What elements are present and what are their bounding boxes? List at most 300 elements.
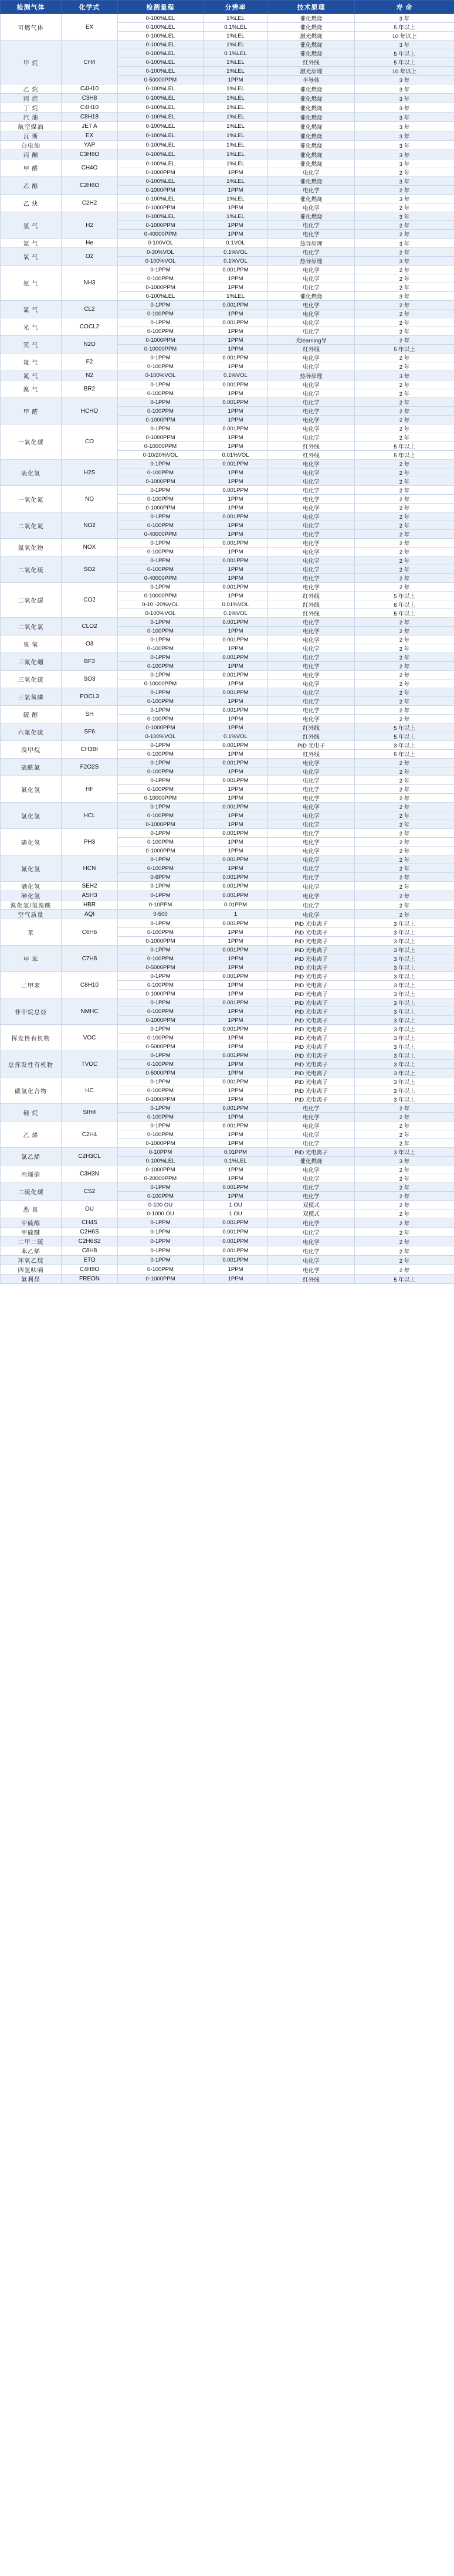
cell-resolution: 1PPM <box>204 592 268 600</box>
cell-technology: 电化学 <box>268 468 355 477</box>
cell-range: 0-100PPM <box>118 310 204 318</box>
cell-technology: PID 光电离子 <box>268 1148 355 1157</box>
cell-resolution: 0.001PPM <box>204 354 268 362</box>
cell-range: 0-1PPM <box>118 424 204 433</box>
table-row <box>1 891 454 900</box>
cell-formula: C2H4 <box>62 1122 118 1148</box>
cell-life: 2 年 <box>355 653 454 662</box>
cell-formula: TVOC <box>62 1051 118 1078</box>
table-row <box>1 1201 454 1209</box>
cell-life: 3 年以上 <box>355 946 454 954</box>
cell-technology: 电化学 <box>268 504 355 512</box>
cell-formula: POCL3 <box>62 688 118 706</box>
cell-life: 3 年 <box>355 94 454 103</box>
cell-range: 0-1000PPM <box>118 221 204 230</box>
cell-gas-name: 恶 臭 <box>1 1201 62 1218</box>
cell-range: 0-10/20%VOL <box>118 451 204 460</box>
cell-technology: 电化学 <box>268 1104 355 1113</box>
cell-technology: 电化学 <box>268 521 355 530</box>
cell-formula: CO <box>62 424 118 460</box>
cell-technology: 电化学 <box>268 855 355 864</box>
cell-resolution: 1PPM <box>204 442 268 451</box>
cell-life: 3 年 <box>355 177 454 186</box>
cell-gas-name: 氯化氢 <box>1 803 62 829</box>
cell-technology: 红外线 <box>268 723 355 732</box>
cell-life: 3 年以上 <box>355 1034 454 1042</box>
cell-life: 3 年以上 <box>355 741 454 750</box>
cell-range: 0-10 -20%VOL <box>118 600 204 609</box>
cell-resolution: 1%LEL <box>204 14 268 23</box>
cell-range: 0-1PPM <box>118 998 204 1007</box>
cell-technology: 电化学 <box>268 776 355 785</box>
cell-life: 2 年 <box>355 1113 454 1122</box>
cell-resolution: 1PPM <box>204 662 268 671</box>
cell-resolution: 0.001PPM <box>204 1078 268 1086</box>
cell-gas-name: 四氢呋喃 <box>1 1265 62 1275</box>
cell-formula: JET A <box>62 122 118 131</box>
cell-resolution: 1PPM <box>204 1007 268 1016</box>
cell-resolution: 1PPM <box>204 548 268 556</box>
cell-resolution: 1PPM <box>204 1016 268 1025</box>
cell-range: 0-100PPM <box>118 954 204 963</box>
column-header-formula: 化学式 <box>62 1 118 14</box>
cell-resolution: 1PPM <box>204 495 268 504</box>
table-row <box>1 113 454 122</box>
cell-range: 0-1PPM <box>118 653 204 662</box>
cell-formula: C7H8 <box>62 946 118 972</box>
cell-resolution: 0.1VOL <box>204 239 268 248</box>
cell-resolution: 1%LEL <box>204 32 268 40</box>
table-row <box>1 1104 454 1113</box>
cell-resolution: 1PPM <box>204 1069 268 1078</box>
cell-life: 5 年以上 <box>355 345 454 354</box>
cell-resolution: 1PPM <box>204 468 268 477</box>
cell-life: 2 年 <box>355 398 454 407</box>
cell-life: 2 年 <box>355 635 454 644</box>
cell-life: 2 年 <box>355 1192 454 1201</box>
cell-gas-name: 甲 烷 <box>1 40 62 84</box>
cell-range: 0-5000PPM <box>118 1042 204 1051</box>
table-row <box>1 1165 454 1174</box>
cell-range: 0-1PPM <box>118 635 204 644</box>
table-row <box>1 539 454 548</box>
cell-range: 0-100PPM <box>118 715 204 723</box>
cell-resolution: 1PPM <box>204 1130 268 1139</box>
cell-resolution: 0.001PPM <box>204 972 268 981</box>
cell-technology: 电化学 <box>268 1237 355 1246</box>
cell-formula: HC <box>62 1078 118 1104</box>
cell-formula: SF6 <box>62 723 118 741</box>
cell-life: 2 年 <box>355 583 454 592</box>
cell-resolution: 1%LEL <box>204 84 268 94</box>
cell-formula: He <box>62 239 118 248</box>
cell-gas-name: 乙 烯 <box>1 1122 62 1148</box>
cell-resolution: 0.01%VOL <box>204 451 268 460</box>
table-row <box>1 635 454 644</box>
cell-resolution: 0.001PPM <box>204 424 268 433</box>
cell-life: 2 年 <box>355 855 454 864</box>
cell-resolution: 0.001PPM <box>204 1246 268 1256</box>
cell-technology: PID 光电离子 <box>268 919 355 928</box>
cell-resolution: 1%LEL <box>204 67 268 76</box>
cell-range: 0-1PPM <box>118 688 204 697</box>
cell-range: 0-1000PPM <box>118 477 204 486</box>
cell-resolution: 0.001PPM <box>204 873 268 882</box>
cell-formula: C6H6 <box>62 919 118 946</box>
cell-life: 2 年 <box>355 565 454 574</box>
cell-technology: 电化学 <box>268 811 355 820</box>
cell-technology: 电化学 <box>268 230 355 239</box>
cell-technology: 红外线 <box>268 750 355 759</box>
cell-range: 0-100%LEL <box>118 67 204 76</box>
cell-life: 3 年 <box>355 113 454 122</box>
cell-resolution: 1PPM <box>204 433 268 442</box>
cell-gas-name: 笑 气 <box>1 336 62 354</box>
cell-resolution: 0.001PPM <box>204 460 268 468</box>
cell-life: 2 年 <box>355 847 454 855</box>
cell-range: 0-100PPM <box>118 362 204 371</box>
cell-technology: PID 光电离子 <box>268 937 355 946</box>
cell-life: 5 年以上 <box>355 49 454 58</box>
cell-life: 2 年 <box>355 512 454 521</box>
cell-gas-name: 臭 氧 <box>1 635 62 653</box>
cell-range: 0-1PPM <box>118 1051 204 1060</box>
cell-technology: 电化学 <box>268 1130 355 1139</box>
table-row <box>1 122 454 131</box>
cell-resolution: 1%LEL <box>204 292 268 301</box>
cell-gas-name: 甲硫醇 <box>1 1218 62 1228</box>
cell-technology: 电化学 <box>268 416 355 424</box>
cell-life: 2 年 <box>355 1104 454 1113</box>
table-row <box>1 14 454 23</box>
cell-life: 2 年 <box>355 662 454 671</box>
cell-life: 2 年 <box>355 168 454 177</box>
cell-gas-name: 二甲苯 <box>1 972 62 998</box>
cell-life: 2 年 <box>355 715 454 723</box>
cell-resolution: 1 OU <box>204 1209 268 1218</box>
cell-life: 5 年以上 <box>355 23 454 32</box>
cell-resolution: 0.1%VOL <box>204 609 268 618</box>
cell-range: 0-1PPM <box>118 972 204 981</box>
cell-life: 2 年 <box>355 820 454 829</box>
cell-technology: 电化学 <box>268 847 355 855</box>
cell-range: 0-1PPM <box>118 759 204 767</box>
cell-resolution: 1PPM <box>204 1034 268 1042</box>
cell-technology: PID 光电离子 <box>268 954 355 963</box>
table-row <box>1 150 454 159</box>
cell-life: 2 年 <box>355 407 454 416</box>
cell-formula: SO2 <box>62 556 118 583</box>
cell-technology: 电化学 <box>268 301 355 310</box>
cell-life: 3 年 <box>355 131 454 141</box>
cell-technology: 电化学 <box>268 362 355 371</box>
table-row <box>1 919 454 928</box>
cell-resolution: 0.001PPM <box>204 671 268 679</box>
cell-life: 2 年 <box>355 688 454 697</box>
cell-range: 0-30%VOL <box>118 248 204 257</box>
cell-life: 2 年 <box>355 221 454 230</box>
table-row <box>1 1275 454 1284</box>
cell-technology: 电化学 <box>268 539 355 548</box>
cell-technology: 电化学 <box>268 829 355 838</box>
cell-life: 2 年 <box>355 873 454 882</box>
cell-life: 2 年 <box>355 477 454 486</box>
cell-resolution: 0.01PPM <box>204 900 268 910</box>
cell-resolution: 1PPM <box>204 1174 268 1183</box>
cell-resolution: 1PPM <box>204 1139 268 1148</box>
cell-gas-name: 苯 <box>1 919 62 946</box>
cell-technology: 催化燃烧 <box>268 49 355 58</box>
table-row <box>1 1025 454 1034</box>
cell-formula: EX <box>62 14 118 40</box>
cell-range: 0-10000PPM <box>118 592 204 600</box>
cell-technology: 电化学 <box>268 1174 355 1183</box>
cell-gas-name: 二氧化氮 <box>1 512 62 539</box>
cell-technology: 电化学 <box>268 838 355 847</box>
cell-life: 3 年以上 <box>355 990 454 998</box>
cell-life: 5 年以上 <box>355 58 454 67</box>
cell-resolution: 1PPM <box>204 186 268 195</box>
cell-life: 2 年 <box>355 644 454 653</box>
cell-life: 3 年 <box>355 212 454 221</box>
cell-technology: 电化学 <box>268 900 355 910</box>
table-row <box>1 653 454 662</box>
cell-range: 0-1000PPM <box>118 168 204 177</box>
cell-technology: 催化燃烧 <box>268 40 355 49</box>
cell-gas-name: 氯 气 <box>1 301 62 318</box>
cell-technology: PID 光电离子 <box>268 1069 355 1078</box>
cell-gas-name: 氦 气 <box>1 239 62 248</box>
cell-technology: 半导体 <box>268 76 355 84</box>
cell-technology: 电化学 <box>268 266 355 274</box>
cell-life: 2 年 <box>355 697 454 706</box>
table-row <box>1 855 454 864</box>
table-row <box>1 803 454 811</box>
cell-range: 0-100%LEL <box>118 150 204 159</box>
cell-formula: C2H3CL <box>62 1148 118 1165</box>
cell-range: 0-1PPM <box>118 1104 204 1113</box>
cell-life: 2 年 <box>355 574 454 583</box>
cell-range: 0-100PPM <box>118 928 204 937</box>
cell-technology: 催化燃烧 <box>268 103 355 113</box>
cell-resolution: 1PPM <box>204 715 268 723</box>
cell-technology: 电化学 <box>268 548 355 556</box>
table-row <box>1 688 454 697</box>
cell-range: 0-100PPM <box>118 981 204 990</box>
cell-range: 0-5000PPM <box>118 963 204 972</box>
cell-range: 0-100%LEL <box>118 131 204 141</box>
cell-resolution: 0.001PPM <box>204 380 268 389</box>
cell-resolution: 1PPM <box>204 1192 268 1201</box>
cell-technology: PID 光电离子 <box>268 1051 355 1060</box>
cell-range: 0-100 OU <box>118 1201 204 1209</box>
cell-resolution: 1PPM <box>204 274 268 283</box>
cell-life: 2 年 <box>355 433 454 442</box>
cell-life: 3 年以上 <box>355 972 454 981</box>
cell-range: 0-1PPM <box>118 1078 204 1086</box>
cell-gas-name: 二硫化碳 <box>1 1183 62 1201</box>
cell-formula: C3H8 <box>62 94 118 103</box>
cell-resolution: 0.001PPM <box>204 741 268 750</box>
cell-technology: 电化学 <box>268 1122 355 1130</box>
cell-range: 0-100%LEL <box>118 94 204 103</box>
table-row <box>1 1183 454 1192</box>
cell-range: 0-1PPM <box>118 266 204 274</box>
cell-range: 0-100PPM <box>118 627 204 635</box>
cell-technology: PID 光电子 <box>268 741 355 750</box>
cell-formula: HCHO <box>62 398 118 424</box>
cell-life: 3 年 <box>355 14 454 23</box>
cell-gas-name: 乙 炔 <box>1 195 62 212</box>
cell-technology: 热导原理 <box>268 371 355 380</box>
cell-technology: 电化学 <box>268 1265 355 1275</box>
cell-resolution: 1PPM <box>204 864 268 873</box>
cell-gas-name: 溴化氢/氢溴酸 <box>1 900 62 910</box>
cell-resolution: 1PPM <box>204 847 268 855</box>
cell-life: 3 年 <box>355 122 454 131</box>
cell-life: 2 年 <box>355 1256 454 1265</box>
cell-resolution: 1 <box>204 910 268 919</box>
cell-technology: 电化学 <box>268 310 355 318</box>
cell-technology: PID 光电离子 <box>268 963 355 972</box>
cell-life: 2 年 <box>355 468 454 477</box>
cell-gas-name: 二氧化硫 <box>1 556 62 583</box>
cell-formula: NO2 <box>62 512 118 539</box>
table-row <box>1 1122 454 1130</box>
cell-formula: SEH2 <box>62 882 118 891</box>
cell-gas-name: 氨 气 <box>1 266 62 301</box>
gas-sensor-spec-table-container <box>0 0 454 1284</box>
cell-life: 2 年 <box>355 759 454 767</box>
cell-life: 2 年 <box>355 310 454 318</box>
table-row <box>1 900 454 910</box>
cell-life: 2 年 <box>355 416 454 424</box>
cell-resolution: 0.001PPM <box>204 998 268 1007</box>
cell-technology: 催化燃烧 <box>268 292 355 301</box>
cell-life: 2 年 <box>355 1209 454 1218</box>
cell-life: 2 年 <box>355 186 454 195</box>
cell-life: 3 年以上 <box>355 1095 454 1104</box>
cell-range: 0-1PPM <box>118 539 204 548</box>
cell-resolution: 1PPM <box>204 838 268 847</box>
cell-gas-name: 一氧化氮 <box>1 486 62 512</box>
cell-range: 0-1PPM <box>118 512 204 521</box>
cell-resolution: 1%LEL <box>204 159 268 168</box>
cell-life: 5 年以上 <box>355 750 454 759</box>
table-row <box>1 1265 454 1275</box>
cell-life: 3 年以上 <box>355 1078 454 1086</box>
cell-range: 0-1000PPM <box>118 1016 204 1025</box>
cell-technology: 红外线 <box>268 451 355 460</box>
cell-formula: C2H6O <box>62 177 118 195</box>
cell-resolution: 1PPM <box>204 811 268 820</box>
cell-technology: 热导原理 <box>268 239 355 248</box>
cell-gas-name: 氟利昂 <box>1 1275 62 1284</box>
cell-life: 2 年 <box>355 910 454 919</box>
cell-resolution: 0.001PPM <box>204 1218 268 1228</box>
cell-life: 2 年 <box>355 380 454 389</box>
cell-life: 3 年以上 <box>355 928 454 937</box>
cell-range: 0-10000PPM <box>118 679 204 688</box>
table-row <box>1 1256 454 1265</box>
cell-range: 0-100PPM <box>118 468 204 477</box>
cell-resolution: 0.001PPM <box>204 318 268 327</box>
cell-gas-name: 氟 气 <box>1 354 62 371</box>
cell-gas-name: 氮氧化物 <box>1 539 62 556</box>
cell-gas-name: 氧 气 <box>1 248 62 266</box>
cell-life: 2 年 <box>355 829 454 838</box>
cell-range: 0-40000PPM <box>118 230 204 239</box>
cell-resolution: 0.001PPM <box>204 919 268 928</box>
cell-technology: 电化学 <box>268 706 355 715</box>
cell-formula: C4H10 <box>62 84 118 94</box>
table-row <box>1 759 454 767</box>
cell-resolution: 1PPM <box>204 1042 268 1051</box>
cell-technology: 催化燃烧 <box>268 131 355 141</box>
cell-resolution: 1%LEL <box>204 212 268 221</box>
cell-range: 0-50000PPM <box>118 76 204 84</box>
cell-technology: PID 光电离子 <box>268 981 355 990</box>
cell-range: 0-100PPM <box>118 644 204 653</box>
cell-life: 3 年 <box>355 103 454 113</box>
cell-technology: 电化学 <box>268 327 355 336</box>
cell-range: 0-100%LEL <box>118 122 204 131</box>
cell-technology: 电化学 <box>268 398 355 407</box>
cell-resolution: 0.1%VOL <box>204 371 268 380</box>
cell-range: 0-10000PPM <box>118 442 204 451</box>
cell-technology: PID 光电离子 <box>268 1060 355 1069</box>
cell-technology: 红外线 <box>268 58 355 67</box>
cell-resolution: 1PPM <box>204 1086 268 1095</box>
cell-resolution: 0.001PPM <box>204 706 268 715</box>
cell-technology: 催化燃烧 <box>268 177 355 186</box>
table-row <box>1 1051 454 1060</box>
cell-gas-name: 硅 烷 <box>1 1104 62 1122</box>
cell-resolution: 0.1%VOL <box>204 732 268 741</box>
cell-life: 3 年以上 <box>355 1060 454 1069</box>
cell-range: 0-100%LEL <box>118 212 204 221</box>
cell-range: 0-1000PPM <box>118 504 204 512</box>
cell-technology: 电化学 <box>268 203 355 212</box>
cell-life: 3 年以上 <box>355 998 454 1007</box>
cell-gas-name: 硫化氢 <box>1 460 62 486</box>
cell-gas-name: 一氧化碳 <box>1 424 62 460</box>
cell-range: 0-1000PPM <box>118 1275 204 1284</box>
cell-range: 0-1PPM <box>118 380 204 389</box>
cell-range: 0-1PPM <box>118 398 204 407</box>
cell-resolution: 1PPM <box>204 230 268 239</box>
cell-life: 3 年以上 <box>355 919 454 928</box>
cell-resolution: 0.001PPM <box>204 803 268 811</box>
cell-technology: 电化学 <box>268 1183 355 1192</box>
cell-formula: NOX <box>62 539 118 556</box>
cell-formula: CH4 <box>62 40 118 84</box>
cell-resolution: 0.1%LEL <box>204 49 268 58</box>
cell-formula: BR2 <box>62 380 118 398</box>
cell-range: 0-1000PPM <box>118 820 204 829</box>
cell-life: 2 年 <box>355 556 454 565</box>
cell-resolution: 1PPM <box>204 283 268 292</box>
cell-life: 5 年以上 <box>355 609 454 618</box>
table-row <box>1 424 454 433</box>
cell-technology: 双模式 <box>268 1201 355 1209</box>
cell-technology: 催化燃烧 <box>268 23 355 32</box>
cell-life: 2 年 <box>355 1165 454 1174</box>
cell-formula: FREON <box>62 1275 118 1284</box>
gas-sensor-spec-table <box>0 0 454 1284</box>
cell-technology: 电化学 <box>268 354 355 362</box>
table-row <box>1 94 454 103</box>
